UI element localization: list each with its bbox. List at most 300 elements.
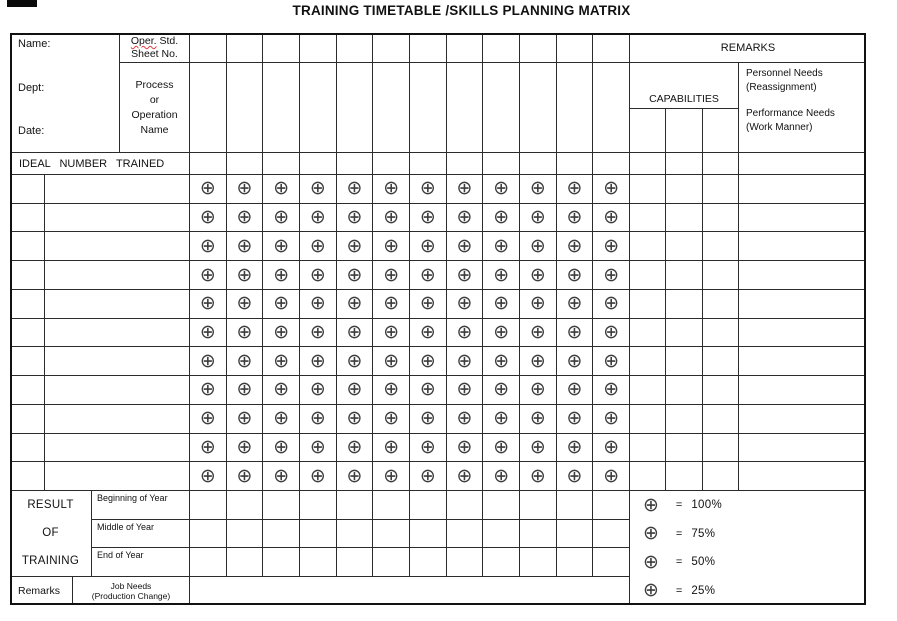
dept-label: Dept:: [18, 82, 45, 94]
circle-plus-icon: ⊕: [529, 379, 546, 401]
skill-symbol-cell: [300, 376, 337, 405]
skill-symbol-cell: [190, 232, 227, 261]
circle-plus-icon: ⊕: [383, 293, 400, 315]
row-label-cell-narrow: [10, 376, 45, 405]
header-grid-cell: [520, 63, 557, 153]
circle-plus-icon: ⊕: [493, 379, 510, 401]
skill-symbol-cell: [337, 261, 374, 290]
circle-plus-icon: ⊕: [456, 350, 473, 372]
circle-plus-icon: ⊕: [383, 379, 400, 401]
oper-word: Oper.: [130, 35, 157, 47]
remarks-entry-cell: [739, 434, 866, 463]
circle-plus-icon: ⊕: [309, 379, 326, 401]
header-grid-cell: [557, 33, 594, 63]
skill-symbol-cell: [520, 290, 557, 319]
skill-symbol-cell: [593, 376, 630, 405]
std-word: Std.: [159, 35, 179, 47]
result-grid-cell: [593, 548, 630, 577]
skill-symbol-cell: [190, 175, 227, 204]
legend-value: 50%: [691, 556, 716, 569]
skill-symbol-cell: [447, 434, 484, 463]
circle-plus-icon: ⊕: [493, 235, 510, 257]
header-grid-cell: [410, 63, 447, 153]
circle-plus-icon: ⊕: [309, 465, 326, 487]
result-grid-cell: [593, 520, 630, 549]
capability-cell: [630, 462, 666, 491]
skill-symbol-cell: [373, 204, 410, 233]
circle-plus-icon: ⊕: [529, 465, 546, 487]
row-label-cell-wide: [45, 319, 190, 348]
circle-plus-icon: ⊕: [346, 207, 363, 229]
skill-symbol-cell: [337, 462, 374, 491]
circle-plus-icon: ⊕: [456, 321, 473, 343]
skill-symbol-cell: [410, 376, 447, 405]
name-label: Name:: [18, 38, 51, 50]
header-grid-cell: [593, 63, 630, 153]
circle-plus-icon: ⊕: [456, 264, 473, 286]
skill-symbol-cell: [227, 347, 264, 376]
capability-cell: [630, 232, 666, 261]
skill-symbol-cell: [263, 175, 300, 204]
ideal-row-cell: [447, 153, 484, 175]
skill-symbol-cell: [593, 232, 630, 261]
circle-plus-icon: ⊕: [456, 379, 473, 401]
result-grid-cell: [520, 491, 557, 520]
skill-symbol-cell: [557, 261, 594, 290]
circle-plus-icon: ⊕: [529, 436, 546, 458]
skill-symbol-cell: [263, 319, 300, 348]
capability-cell: [666, 175, 702, 204]
skill-symbol-cell: [557, 434, 594, 463]
header-grid-cell: [337, 63, 374, 153]
skill-symbol-cell: [483, 405, 520, 434]
skill-symbol-cell: [337, 347, 374, 376]
ideal-number-trained-cell: IDEAL NUMBER TRAINED: [10, 153, 190, 175]
header-grid-cell: [190, 63, 227, 153]
skill-symbol-cell: [483, 347, 520, 376]
result-line-1: RESULT: [27, 499, 74, 512]
row-label-cell-wide: [45, 405, 190, 434]
ideal-row-cell: [557, 153, 594, 175]
result-grid-cell: [483, 548, 520, 577]
circle-plus-icon: ⊕: [199, 293, 216, 315]
circle-plus-icon: ⊕: [383, 350, 400, 372]
skill-symbol-cell: [557, 376, 594, 405]
circle-plus-icon: ⊕: [419, 350, 436, 372]
skill-symbol-cell: [227, 175, 264, 204]
remarks-header-cell: REMARKS: [630, 33, 866, 63]
capability-cell: [703, 261, 739, 290]
circle-plus-icon: ⊕: [199, 350, 216, 372]
result-of-training-cell: [10, 491, 92, 577]
capability-cell: [703, 405, 739, 434]
skill-symbol-cell: [447, 319, 484, 348]
equals-sign: =: [675, 499, 683, 512]
process-operation-name-cell: [120, 63, 190, 153]
capability-cell: [666, 434, 702, 463]
circle-plus-icon: ⊕: [643, 551, 659, 573]
skill-symbol-cell: [373, 261, 410, 290]
skill-symbol-cell: [557, 405, 594, 434]
circle-plus-icon: ⊕: [383, 465, 400, 487]
circle-plus-icon: ⊕: [236, 465, 253, 487]
skill-symbol-cell: [593, 319, 630, 348]
legend-value: 100%: [691, 499, 722, 512]
circle-plus-icon: ⊕: [529, 321, 546, 343]
legend-entry: [630, 553, 866, 572]
circle-plus-icon: ⊕: [383, 235, 400, 257]
remarks-entry-cell: [739, 347, 866, 376]
circle-plus-icon: ⊕: [456, 235, 473, 257]
skill-symbol-cell: [593, 405, 630, 434]
skill-symbol-cell: [410, 462, 447, 491]
header-grid-cell: [263, 63, 300, 153]
skill-symbol-cell: [190, 405, 227, 434]
oper-std-sheet-no-cell: [120, 33, 190, 63]
capability-cell: [666, 204, 702, 233]
circle-plus-icon: ⊕: [566, 436, 583, 458]
circle-plus-icon: ⊕: [419, 178, 436, 200]
skill-symbol-cell: [447, 175, 484, 204]
circle-plus-icon: ⊕: [603, 207, 620, 229]
skill-symbol-cell: [557, 462, 594, 491]
capability-cell: [703, 232, 739, 261]
skill-symbol-cell: [483, 261, 520, 290]
legend-entry: [630, 524, 866, 543]
row-label-cell-wide: [45, 376, 190, 405]
skill-symbol-cell: [373, 434, 410, 463]
capability-header-subcell: [703, 109, 739, 153]
circle-plus-icon: ⊕: [383, 436, 400, 458]
skill-symbol-cell: [483, 462, 520, 491]
circle-plus-icon: ⊕: [199, 207, 216, 229]
skill-symbol-cell: [483, 232, 520, 261]
remarks-entry-cell: [739, 405, 866, 434]
ideal-row-cell: [410, 153, 447, 175]
result-grid-cell: [410, 520, 447, 549]
circle-plus-icon: ⊕: [493, 207, 510, 229]
circle-plus-icon: ⊕: [346, 293, 363, 315]
skill-symbol-cell: [410, 232, 447, 261]
skill-symbol-cell: [483, 319, 520, 348]
result-grid-cell: [300, 520, 337, 549]
circle-plus-icon: ⊕: [493, 293, 510, 315]
skill-symbol-cell: [300, 462, 337, 491]
skill-symbol-cell: [227, 319, 264, 348]
capability-cell: [666, 232, 702, 261]
skill-symbol-cell: [337, 175, 374, 204]
remarks-entry-cell: [739, 232, 866, 261]
skill-symbol-cell: [447, 405, 484, 434]
skill-symbol-cell: [190, 376, 227, 405]
circle-plus-icon: ⊕: [273, 207, 290, 229]
circle-plus-icon: ⊕: [346, 321, 363, 343]
circle-plus-icon: ⊕: [273, 264, 290, 286]
circle-plus-icon: ⊕: [346, 379, 363, 401]
circle-plus-icon: ⊕: [529, 264, 546, 286]
row-label-cell-wide: [45, 232, 190, 261]
capability-cell: [666, 376, 702, 405]
circle-plus-icon: ⊕: [309, 436, 326, 458]
remarks-entry-cell: [739, 175, 866, 204]
remarks-entry-cell: [739, 290, 866, 319]
circle-plus-icon: ⊕: [603, 321, 620, 343]
header-grid-cell: [300, 33, 337, 63]
circle-plus-icon: ⊕: [346, 350, 363, 372]
process-line-1: Process: [135, 79, 174, 91]
skill-symbol-cell: [447, 290, 484, 319]
capability-cell: [630, 290, 666, 319]
skill-symbol-cell: [227, 376, 264, 405]
capability-cell: [703, 175, 739, 204]
skill-symbol-cell: [410, 434, 447, 463]
row-label-cell-narrow: [10, 290, 45, 319]
remarks-entry-cell: [739, 462, 866, 491]
capability-ideal-cell: [630, 153, 666, 175]
circle-plus-icon: ⊕: [273, 379, 290, 401]
equals-sign: =: [675, 556, 683, 569]
circle-plus-icon: ⊕: [199, 408, 216, 430]
circle-plus-icon: ⊕: [346, 408, 363, 430]
circle-plus-icon: ⊕: [273, 465, 290, 487]
circle-plus-icon: ⊕: [199, 235, 216, 257]
skill-symbol-cell: [520, 175, 557, 204]
circle-plus-icon: ⊕: [199, 436, 216, 458]
skill-symbol-cell: [483, 204, 520, 233]
skill-symbol-cell: [263, 204, 300, 233]
header-grid-cell: [447, 63, 484, 153]
sheet-no-line: Sheet No.: [131, 48, 178, 60]
skill-symbol-cell: [520, 376, 557, 405]
result-grid-cell: [190, 491, 227, 520]
skill-symbol-cell: [593, 434, 630, 463]
skill-symbol-cell: [263, 376, 300, 405]
capability-cell: [630, 376, 666, 405]
skill-symbol-cell: [263, 232, 300, 261]
circle-plus-icon: ⊕: [603, 235, 620, 257]
skill-symbol-cell: [263, 290, 300, 319]
capability-cell: [703, 347, 739, 376]
capability-cell: [630, 261, 666, 290]
row-label-cell-narrow: [10, 175, 45, 204]
circle-plus-icon: ⊕: [236, 408, 253, 430]
header-grid-cell: [190, 33, 227, 63]
header-grid-cell: [410, 33, 447, 63]
result-grid-cell: [337, 491, 374, 520]
circle-plus-icon: ⊕: [566, 178, 583, 200]
skill-symbol-cell: [227, 462, 264, 491]
skill-symbol-cell: [300, 204, 337, 233]
circle-plus-icon: ⊕: [493, 436, 510, 458]
ideal-row-cell: [300, 153, 337, 175]
circle-plus-icon: ⊕: [566, 293, 583, 315]
skill-symbol-cell: [410, 204, 447, 233]
header-grid-cell: [520, 33, 557, 63]
header-grid-cell: [337, 33, 374, 63]
legend-entry: [630, 581, 866, 600]
name-dept-date-cell: [10, 33, 120, 153]
year-row-label-cell: End of Year: [92, 548, 190, 577]
circle-plus-icon: ⊕: [383, 408, 400, 430]
skill-symbol-cell: [520, 232, 557, 261]
process-line-3: Operation: [131, 109, 178, 121]
circle-plus-icon: ⊕: [529, 178, 546, 200]
skill-symbol-cell: [373, 290, 410, 319]
skill-symbol-cell: [557, 232, 594, 261]
skill-symbol-cell: [410, 290, 447, 319]
result-grid-cell: [190, 548, 227, 577]
skill-symbol-cell: [447, 204, 484, 233]
skill-symbol-cell: [410, 405, 447, 434]
circle-plus-icon: ⊕: [199, 465, 216, 487]
circle-plus-icon: ⊕: [603, 465, 620, 487]
ideal-row-cell: [263, 153, 300, 175]
circle-plus-icon: ⊕: [383, 264, 400, 286]
skill-symbol-cell: [593, 204, 630, 233]
circle-plus-icon: ⊕: [236, 436, 253, 458]
skill-symbol-cell: [300, 434, 337, 463]
capability-cell: [666, 261, 702, 290]
ideal-row-cell: [190, 153, 227, 175]
circle-plus-icon: ⊕: [273, 408, 290, 430]
circle-plus-icon: ⊕: [456, 178, 473, 200]
circle-plus-icon: ⊕: [566, 379, 583, 401]
skill-symbol-cell: [263, 462, 300, 491]
circle-plus-icon: ⊕: [493, 465, 510, 487]
skill-symbol-cell: [190, 319, 227, 348]
circle-plus-icon: ⊕: [236, 207, 253, 229]
circle-plus-icon: ⊕: [419, 408, 436, 430]
capability-cell: [703, 434, 739, 463]
remarks-row-label-cell: Remarks: [10, 577, 73, 606]
circle-plus-icon: ⊕: [309, 178, 326, 200]
capabilities-header-cell: CAPABILITIES: [630, 63, 739, 109]
capability-cell: [703, 462, 739, 491]
circle-plus-icon: ⊕: [236, 264, 253, 286]
capability-cell: [630, 434, 666, 463]
circle-plus-icon: ⊕: [566, 235, 583, 257]
skill-symbol-cell: [520, 462, 557, 491]
skill-symbol-cell: [263, 347, 300, 376]
skill-symbol-cell: [263, 405, 300, 434]
header-grid-cell: [483, 33, 520, 63]
skill-symbol-cell: [483, 290, 520, 319]
circle-plus-icon: ⊕: [419, 264, 436, 286]
remarks-entry-cell: [739, 261, 866, 290]
circle-plus-icon: ⊕: [383, 207, 400, 229]
result-grid-cell: [410, 548, 447, 577]
circle-plus-icon: ⊕: [566, 264, 583, 286]
performance-needs-line: Performance Needs: [746, 108, 835, 119]
remarks-entry-cell: [739, 319, 866, 348]
personnel-needs-line: Personnel Needs: [746, 68, 823, 79]
circle-plus-icon: ⊕: [603, 379, 620, 401]
circle-plus-icon: ⊕: [309, 207, 326, 229]
skill-symbol-cell: [373, 347, 410, 376]
skill-symbol-cell: [300, 261, 337, 290]
skill-symbol-cell: [373, 405, 410, 434]
circle-plus-icon: ⊕: [419, 379, 436, 401]
skill-symbol-cell: [263, 261, 300, 290]
skill-symbol-cell: [227, 405, 264, 434]
skill-symbol-cell: [520, 434, 557, 463]
capability-cell: [703, 319, 739, 348]
skill-symbol-cell: [300, 319, 337, 348]
circle-plus-icon: ⊕: [419, 436, 436, 458]
circle-plus-icon: ⊕: [603, 408, 620, 430]
year-row-label-cell: Beginning of Year: [92, 491, 190, 520]
result-grid-cell: [337, 520, 374, 549]
row-label-cell-narrow: [10, 405, 45, 434]
circle-plus-icon: ⊕: [346, 465, 363, 487]
process-line-4: Name: [140, 124, 169, 136]
job-needs-entry-cell: [190, 577, 630, 606]
result-grid-cell: [557, 491, 594, 520]
capability-header-subcell: [666, 109, 702, 153]
circle-plus-icon: ⊕: [603, 293, 620, 315]
result-grid-cell: [190, 520, 227, 549]
job-needs-line-1: Job Needs: [110, 580, 152, 591]
circle-plus-icon: ⊕: [419, 235, 436, 257]
skill-symbol-cell: [373, 376, 410, 405]
skill-symbol-cell: [190, 434, 227, 463]
page-title: TRAINING TIMETABLE /SKILLS PLANNING MATRIX: [292, 3, 631, 18]
header-grid-cell: [593, 33, 630, 63]
circle-plus-icon: ⊕: [236, 379, 253, 401]
equals-sign: =: [675, 584, 683, 597]
circle-plus-icon: ⊕: [236, 235, 253, 257]
legend-entry: [630, 496, 866, 515]
capability-cell: [630, 405, 666, 434]
skill-symbol-cell: [227, 204, 264, 233]
row-label-cell-narrow: [10, 204, 45, 233]
skill-symbol-cell: [337, 405, 374, 434]
skill-symbol-cell: [337, 204, 374, 233]
circle-plus-icon: ⊕: [236, 293, 253, 315]
circle-plus-icon: ⊕: [346, 436, 363, 458]
capability-cell: [703, 376, 739, 405]
skill-symbol-cell: [410, 347, 447, 376]
row-label-cell-wide: [45, 204, 190, 233]
circle-plus-icon: ⊕: [529, 293, 546, 315]
skill-symbol-cell: [410, 175, 447, 204]
circle-plus-icon: ⊕: [236, 350, 253, 372]
circle-plus-icon: ⊕: [493, 264, 510, 286]
circle-plus-icon: ⊕: [309, 321, 326, 343]
capability-cell: [703, 290, 739, 319]
skill-symbol-cell: [557, 319, 594, 348]
result-grid-cell: [520, 520, 557, 549]
skill-symbol-cell: [520, 347, 557, 376]
job-needs-cell: [73, 577, 190, 606]
skill-symbol-cell: [557, 347, 594, 376]
circle-plus-icon: ⊕: [383, 178, 400, 200]
circle-plus-icon: ⊕: [309, 350, 326, 372]
skill-symbol-cell: [447, 376, 484, 405]
skill-symbol-cell: [410, 319, 447, 348]
row-label-cell-narrow: [10, 347, 45, 376]
skill-symbol-cell: [593, 261, 630, 290]
ideal-row-cell: [520, 153, 557, 175]
date-label: Date:: [18, 125, 45, 137]
skill-symbol-cell: [447, 462, 484, 491]
capability-ideal-cell: [703, 153, 739, 175]
skill-symbol-cell: [190, 290, 227, 319]
circle-plus-icon: ⊕: [199, 379, 216, 401]
circle-plus-icon: ⊕: [309, 293, 326, 315]
skill-symbol-cell: [190, 347, 227, 376]
header-grid-cell: [300, 63, 337, 153]
